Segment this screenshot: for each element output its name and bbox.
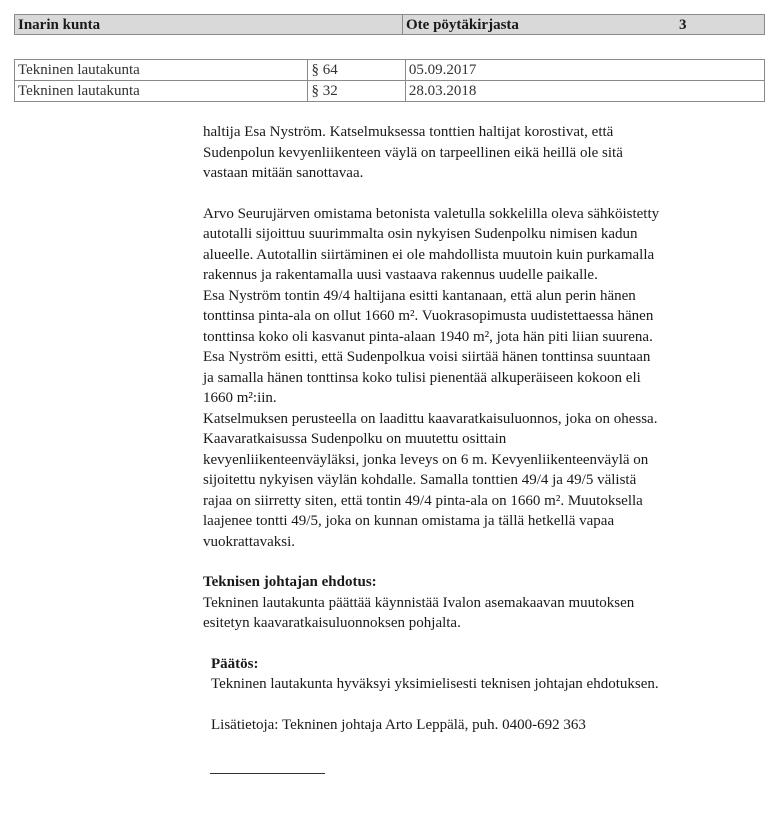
document-body [203, 122, 763, 774]
text-line: rakennus ja rakentamalla uusi vastaava rakennus uudelle paikalle. [203, 267, 598, 283]
text-line: tonttinsa koko oli kasvanut pinta-alaan 1940 m², jota hän piti liian suurena. [203, 328, 653, 345]
text-line: haltija Esa Nyström. Katselmuksessa tonttien haltijat korostivat, että [203, 124, 614, 140]
text-line: Kaavaratkaisussa Sudenpolku on muutettu osittain [203, 431, 507, 447]
proposal-heading: Teknisen johtajan ehdotus: [203, 574, 377, 590]
decision-heading: Päätös: [211, 655, 259, 672]
committee-cell: Tekninen lautakunta [15, 81, 308, 102]
text-line: Arvo Seurujärven omistama betonista valetulla sokkelilla oleva sähköistetty [203, 205, 660, 222]
header-table [14, 14, 765, 35]
text-line: Tekninen lautakunta päättää käynnistää Ivalon asemakaavan muutoksen [203, 594, 635, 611]
text-line: Katselmuksen perusteella on laadittu kaavaratkaisuluonnos, joka on ohessa. [203, 410, 658, 427]
contact-info: Lisätietoja: Tekninen johtaja Arto Leppälä, puh. 0400-692 363 [211, 716, 586, 733]
text-line: Esa Nyström esitti, että Sudenpolkua voisi siirtää hänen tonttinsa suuntaan [203, 349, 651, 365]
signature-line [210, 755, 325, 774]
text-line: vastaan mitään sanottavaa. [203, 165, 364, 181]
text-line: ja samalla hänen tonttinsa koko tulisi pienentää alkuperäiseen kokoon eli [203, 369, 641, 386]
page-number: 3 [619, 15, 765, 35]
text-line: 1660 m²:iin. [203, 390, 277, 406]
text-line: tonttinsa pinta-ala on ollut 1660 m². Vuokrasopimusta uudistettaessa hänen [203, 308, 654, 324]
text-line: Esa Nyström tontin 49/4 haltijana esitti kantanaan, että alun perin hänen [203, 287, 636, 304]
text-line: laajenee tontti 49/5, joka on kunnan omistama ja tällä hetkellä vapaa [203, 513, 615, 529]
table-row [15, 81, 765, 102]
decision-section [203, 654, 763, 736]
section-cell: § 32 [308, 81, 405, 102]
table-row [15, 60, 765, 81]
committee-cell: Tekninen lautakunta [15, 60, 308, 81]
text-line: alueelle. Autotallin siirtäminen ei ole mahdollista muutoin kuin purkamalla [203, 246, 655, 263]
reference-table [14, 59, 765, 102]
text-line: Sudenpolun kevyenliikenteen väylä on tarpeellinen eikä heillä ole sitä [203, 144, 623, 161]
text-line: rajaa on siirretty siten, että tontin 49/4 pinta-ala on 1660 m². Muutoksella [203, 492, 643, 509]
section-cell: § 64 [308, 60, 405, 81]
municipality-name: Inarin kunta [15, 15, 403, 35]
document-title: Ote pöytäkirjasta [403, 15, 620, 35]
proposal-section [203, 572, 763, 634]
decision-text: Tekninen lautakunta hyväksyi yksimielisesti teknisen johtajan ehdotuksen. [211, 676, 659, 692]
text-line: autotalli sijoittuu suurimmalta osin nykyisen Sudenpolku nimisen kadun [203, 226, 638, 242]
text-line: esitetyn kaavaratkaisuluonnoksen pohjalta. [203, 615, 461, 631]
paragraph-inspection [203, 122, 763, 184]
date-cell: 05.09.2017 [405, 60, 764, 81]
paragraph-details [203, 204, 763, 553]
text-line: kevyenliikenteenväyläksi, jonka leveys on 6 m. Kevyenliikenteenväylä on [203, 451, 649, 468]
date-cell: 28.03.2018 [405, 81, 764, 102]
text-line: sijoitettu nykyisen väylän kohdalle. Samalla tonttien 49/4 ja 49/5 välistä [203, 472, 637, 488]
text-line: vuokrattavaksi. [203, 533, 296, 550]
